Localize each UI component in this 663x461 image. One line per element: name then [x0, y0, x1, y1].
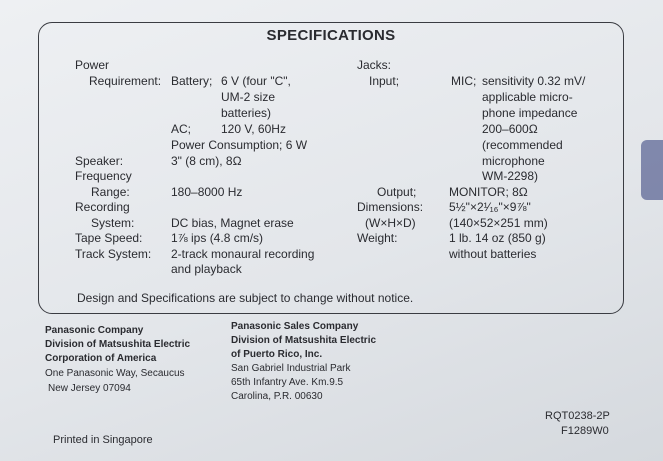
battery-value-line3: batteries) — [221, 106, 272, 120]
company2-avenue: 65th Infantry Ave. Km.9.5 — [231, 377, 344, 388]
ac-label: AC; — [171, 122, 192, 136]
jacks-heading: Jacks: — [357, 58, 392, 72]
specifications-box — [38, 22, 624, 314]
system-label: System: — [91, 216, 135, 230]
frequency-heading: Frequency — [75, 169, 132, 183]
company1-division: Division of Matsushita Electric — [45, 339, 191, 350]
company1-city: New Jersey 07094 — [48, 383, 131, 394]
mic-value-line7: WM-2298) — [482, 169, 539, 183]
change-notice: Design and Specifications are subject to change without notice. — [77, 291, 414, 305]
weight-value-line2: without batteries — [449, 247, 537, 261]
print-code: F1289W0 — [561, 425, 609, 437]
track-system-value-line1: 2-track monaural recording — [171, 247, 315, 261]
company2-city: Carolina, P.R. 00630 — [231, 391, 323, 402]
mic-value-line1: sensitivity 0.32 mV/ — [482, 74, 586, 88]
company1-name: Panasonic Company — [45, 325, 144, 336]
battery-label: Battery; — [171, 74, 213, 88]
speaker-label: Speaker: — [75, 154, 124, 168]
mic-value-line5: (recommended — [482, 138, 563, 152]
range-label: Range: — [91, 185, 130, 199]
mic-value-line6: microphone — [482, 154, 545, 168]
company1-corporation: Corporation of America — [45, 353, 157, 364]
tape-speed-value: 1⅞ ips (4.8 cm/s) — [171, 231, 264, 245]
company2-park: San Gabriel Industrial Park — [231, 363, 351, 374]
mic-value-line4: 200–600Ω — [482, 122, 538, 136]
power-heading: Power — [75, 58, 110, 72]
weight-value-line1: 1 lb. 14 oz (850 g) — [449, 231, 546, 245]
mic-label: MIC; — [451, 74, 477, 88]
company2-corporation: of Puerto Rico, Inc. — [231, 349, 323, 360]
mic-value-line3: phone impedance — [482, 106, 578, 120]
company2-name: Panasonic Sales Company — [231, 321, 359, 332]
system-value: DC bias, Magnet erase — [171, 216, 294, 230]
printed-in: Printed in Singapore — [53, 434, 153, 446]
company2-division: Division of Matsushita Electric — [231, 335, 377, 346]
battery-value-line2: UM-2 size — [221, 90, 276, 104]
dimensions-value-line1: 5½"×2¹⁄₁₆"×9⅞" — [449, 200, 531, 214]
dimensions-label: Dimensions: — [357, 200, 424, 214]
power-consumption: Power Consumption; 6 W — [171, 138, 308, 152]
tape-speed-label: Tape Speed: — [75, 231, 143, 245]
output-label: Output; — [377, 185, 417, 199]
dimensions-value-line2: (140×52×251 mm) — [449, 216, 548, 230]
whd-label: (W×H×D) — [365, 216, 416, 230]
track-system-label: Track System: — [75, 247, 152, 261]
weight-label: Weight: — [357, 231, 398, 245]
part-code: RQT0238-2P — [545, 410, 610, 422]
track-system-value-line2: and playback — [171, 262, 242, 276]
company1-street: One Panasonic Way, Secaucus — [45, 368, 185, 379]
range-value: 180–8000 Hz — [171, 185, 243, 199]
requirement-label: Requirement: — [89, 74, 162, 88]
battery-value-line1: 6 V (four "C", — [221, 74, 291, 88]
page-title: SPECIFICATIONS — [266, 27, 396, 44]
recording-heading: Recording — [75, 200, 130, 214]
mic-value-line2: applicable micro- — [482, 90, 573, 104]
output-value: MONITOR; 8Ω — [449, 185, 528, 199]
background-edge — [641, 140, 663, 200]
input-label: Input; — [369, 74, 400, 88]
ac-value: 120 V, 60Hz — [221, 122, 286, 136]
speaker-value: 3" (8 cm), 8Ω — [171, 154, 242, 168]
